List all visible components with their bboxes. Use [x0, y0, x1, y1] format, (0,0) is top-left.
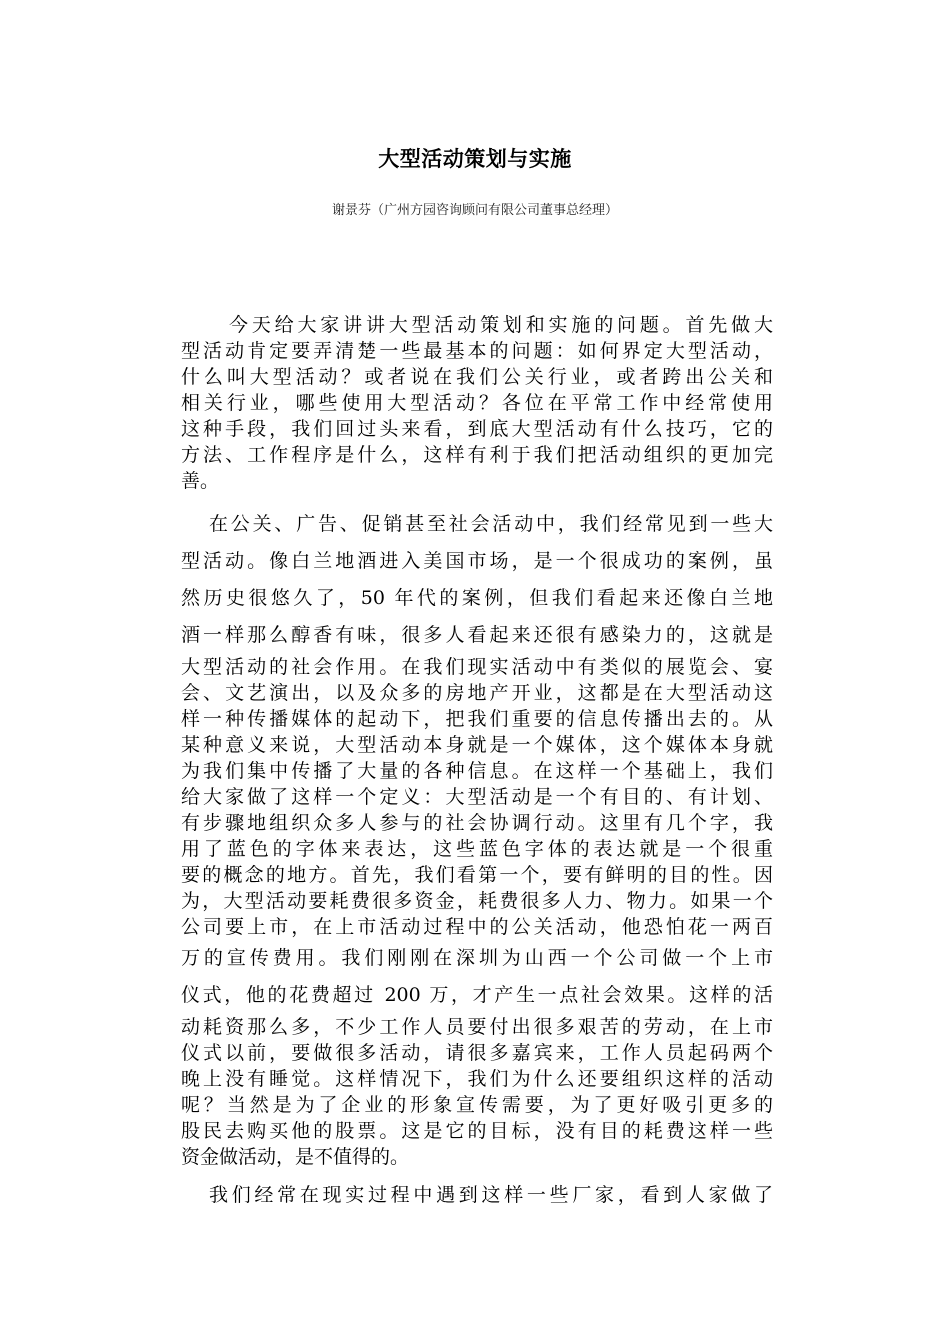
text-line: 样一种传播媒体的起动下，把我们重要的信息传播出去的。从 — [181, 708, 773, 730]
text-line: 万的宣传费用。我们刚刚在深圳为山西一个公司做一个上市 — [181, 947, 773, 969]
paragraph-intro — [181, 312, 773, 494]
text-line: 会、文艺演出，以及众多的房地产开业，这都是在大型活动这 — [181, 682, 773, 704]
text-line: 给大家做了这样一个定义：大型活动是一个有目的、有计划、 — [181, 786, 773, 808]
text-line: 呢？当然是为了企业的形象宣传需要，为了更好吸引更多的 — [181, 1094, 773, 1116]
text-line: 型活动。像白兰地酒进入美国市场，是一个很成功的案例，虽 — [181, 550, 773, 572]
document-body — [181, 312, 773, 1208]
text-line: 某种意义来说，大型活动本身就是一个媒体，这个媒体本身就 — [181, 734, 773, 756]
text-line: 在公关、广告、促销甚至社会活动中，我们经常见到一些大 — [209, 513, 773, 535]
text-line: 型活动肯定要弄清楚一些最基本的问题：如何界定大型活动， — [181, 340, 773, 362]
author-byline: 谢景芬（广州方园咨询顾问有限公司董事总经理） — [331, 203, 618, 218]
document-title: 大型活动策划与实施 — [378, 147, 572, 171]
text-line: 为，大型活动要耗费很多资金，耗费很多人力、物力。如果一个 — [181, 890, 773, 912]
text-line: 有步骤地组织众多人参与的社会协调行动。这里有几个字，我 — [181, 812, 773, 834]
text-line: 善。 — [181, 470, 220, 492]
text-line: 资金做活动，是不值得的。 — [181, 1146, 410, 1168]
paragraph-manufacturers — [181, 1182, 773, 1208]
text-line: 大型活动的社会作用。在我们现实活动中有类似的展览会、宴 — [181, 656, 773, 678]
text-line: 酒一样那么醇香有味，很多人看起来还很有感染力的，这就是 — [181, 624, 773, 646]
text-line: 为我们集中传播了大量的各种信息。在这样一个基础上，我们 — [181, 760, 773, 782]
paragraph-large-events — [181, 506, 773, 1170]
text-line: 仪式，他的花费超过 200 万，才产生一点社会效果。这样的活 — [181, 984, 773, 1006]
text-line: 我们经常在现实过程中遇到这样一些厂家，看到人家做了 — [209, 1184, 773, 1206]
text-line: 然历史很悠久了，50 年代的案例，但我们看起来还像白兰地 — [181, 587, 773, 609]
text-line: 什么叫大型活动？或者说在我们公关行业，或者跨出公关和 — [181, 366, 773, 388]
text-line: 方法、工作程序是什么，这样有利于我们把活动组织的更加完 — [181, 444, 773, 466]
text-line: 今天给大家讲讲大型活动策划和实施的问题。首先做大 — [229, 314, 773, 336]
text-line: 仪式以前，要做很多活动，请很多嘉宾来，工作人员起码两个 — [181, 1042, 773, 1064]
text-line: 用了蓝色的字体来表达，这些蓝色字体的表达就是一个很重 — [181, 838, 773, 860]
text-line: 动耗资那么多，不少工作人员要付出很多艰苦的劳动，在上市 — [181, 1016, 773, 1038]
text-line: 要的概念的地方。首先，我们看第一个，要有鲜明的目的性。因 — [181, 864, 773, 886]
text-line: 股民去购买他的股票。这是它的目标，没有目的耗费这样一些 — [181, 1120, 773, 1142]
text-line: 晚上没有睡觉。这样情况下，我们为什么还要组织这样的活动 — [181, 1068, 773, 1090]
text-line: 这种手段，我们回过头来看，到底大型活动有什么技巧，它的 — [181, 418, 773, 440]
text-line: 公司要上市，在上市活动过程中的公关活动，他恐怕花一两百 — [181, 916, 773, 938]
text-line: 相关行业，哪些使用大型活动？各位在平常工作中经常使用 — [181, 392, 773, 414]
